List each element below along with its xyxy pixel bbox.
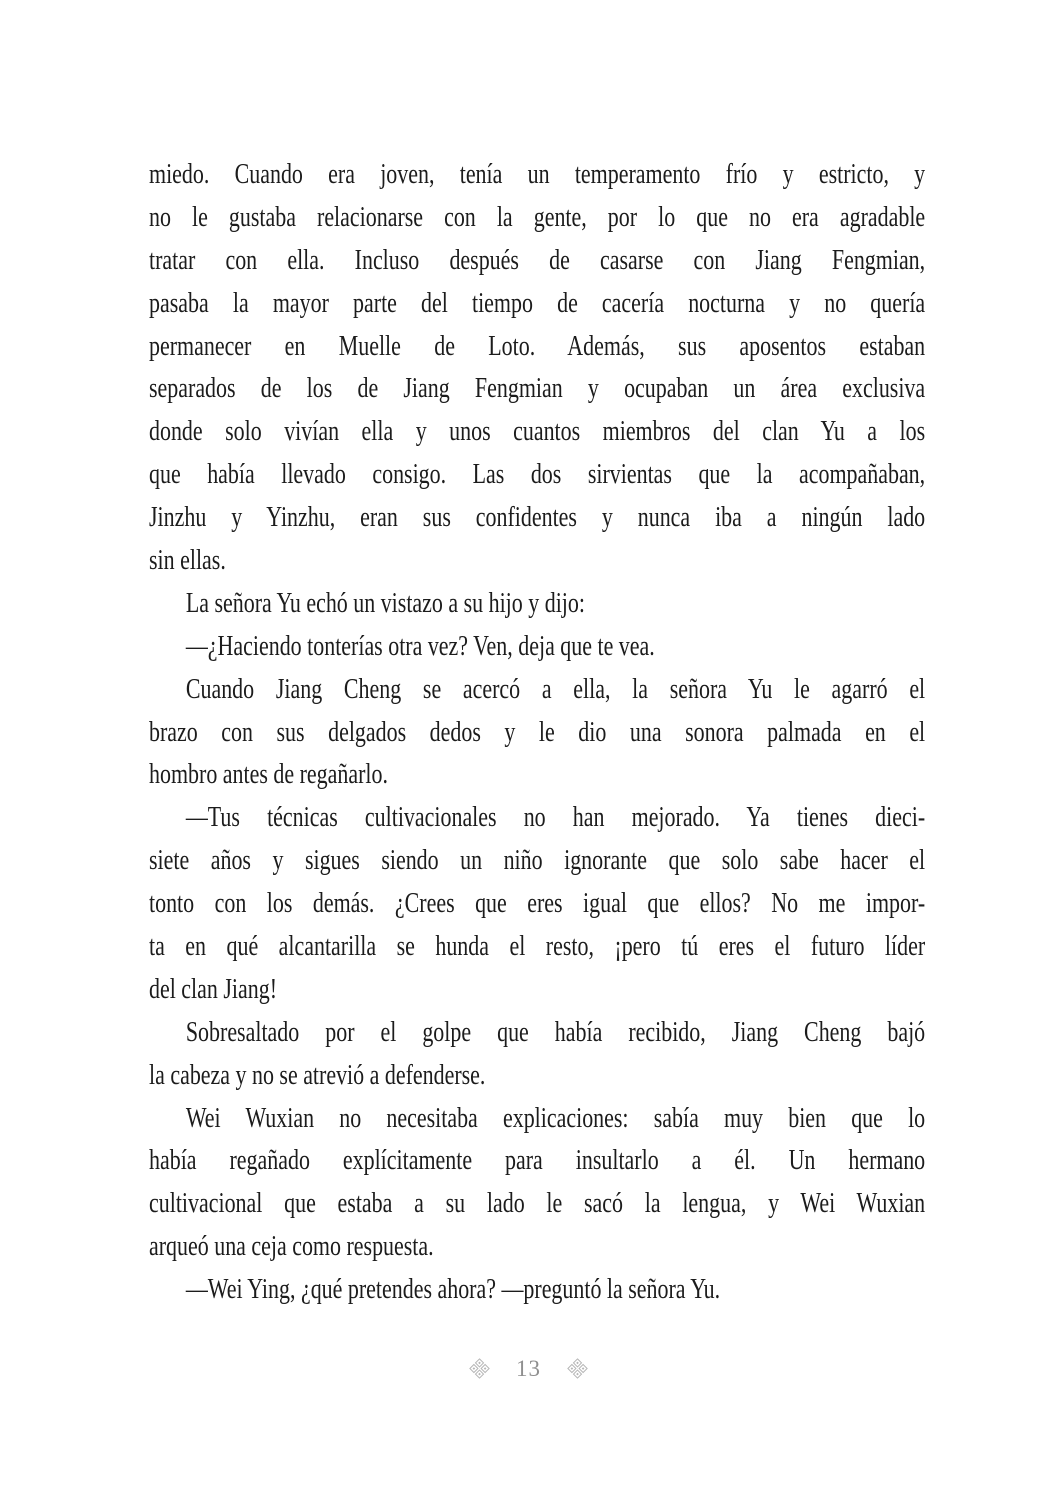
text-line: ta en qué alcantarilla se hunda el resto, ¡pero tú eres el futuro líder bbox=[149, 931, 926, 963]
text-line: brazo con sus delgados dedos y le dio una sonora palmada en el bbox=[149, 716, 926, 748]
text-line: miedo. Cuando era joven, tenía un temperamento frío y estricto, y bbox=[149, 159, 926, 190]
text-line: —¿Haciendo tonterías otra vez? Ven, deja que te vea. bbox=[185, 630, 655, 662]
text-line: La señora Yu echó un vistazo a su hijo y dijo: bbox=[185, 587, 585, 619]
text-line: permanecer en Muelle de Loto. Además, sus aposentos estaban bbox=[149, 330, 926, 362]
footer-ornament-icon bbox=[567, 1358, 588, 1379]
text-line: arqueó una ceja como respuesta. bbox=[149, 1231, 434, 1263]
text-line: pasaba la mayor parte del tiempo de cacería nocturna y no quería bbox=[149, 287, 926, 319]
text-line: sin ellas. bbox=[149, 545, 226, 577]
text-line: había regañado explícitamente para insultarlo a él. Un hermano bbox=[149, 1145, 926, 1177]
text-line: Sobresaltado por el golpe que había recibido, Jiang Cheng bajó bbox=[185, 1016, 926, 1048]
text-line: no le gustaba relacionarse con la gente, por lo que no era agradable bbox=[149, 201, 926, 233]
text-line: la cabeza y no se atrevió a defenderse. bbox=[149, 1059, 486, 1091]
page-number: 13 bbox=[516, 1355, 541, 1381]
text-line: que había llevado consigo. Las dos sirvientas que la acompañaban, bbox=[149, 459, 926, 491]
text-line: separados de los de Jiang Fengmian y ocupaban un área exclusiva bbox=[149, 373, 926, 405]
text-line: hombro antes de regañarlo. bbox=[149, 759, 388, 791]
text-line: —Tus técnicas cultivacionales no han mejorado. Ya tienes dieci- bbox=[185, 802, 926, 834]
text-line: —Wei Ying, ¿qué pretendes ahora? —preguntó la señora Yu. bbox=[185, 1274, 721, 1306]
text-line: cultivacional que estaba a su lado le sacó la lengua, y Wei Wuxian bbox=[149, 1188, 926, 1220]
text-line: donde solo vivían ella y unos cuantos miembros del clan Yu a los bbox=[149, 416, 926, 448]
page-body bbox=[149, 154, 925, 1312]
text-line: tonto con los demás. ¿Crees que eres igual que ellos? No me impor- bbox=[149, 888, 926, 920]
text-line: siete años y sigues siendo un niño ignorante que solo sabe hacer el bbox=[149, 845, 926, 877]
text-line: del clan Jiang! bbox=[149, 973, 278, 1005]
text-line: tratar con ella. Incluso después de casarse con Jiang Fengmian, bbox=[149, 244, 926, 276]
text-line: Cuando Jiang Cheng se acercó a ella, la señora Yu le agarró el bbox=[185, 673, 926, 705]
page-footer bbox=[0, 1346, 1057, 1390]
text-line: Jinzhu y Yinzhu, eran sus confidentes y nunca iba a ningún lado bbox=[149, 502, 926, 534]
text-line: Wei Wuxian no necesitaba explicaciones: sabía muy bien que lo bbox=[185, 1102, 926, 1134]
footer-ornament-icon bbox=[469, 1358, 490, 1379]
